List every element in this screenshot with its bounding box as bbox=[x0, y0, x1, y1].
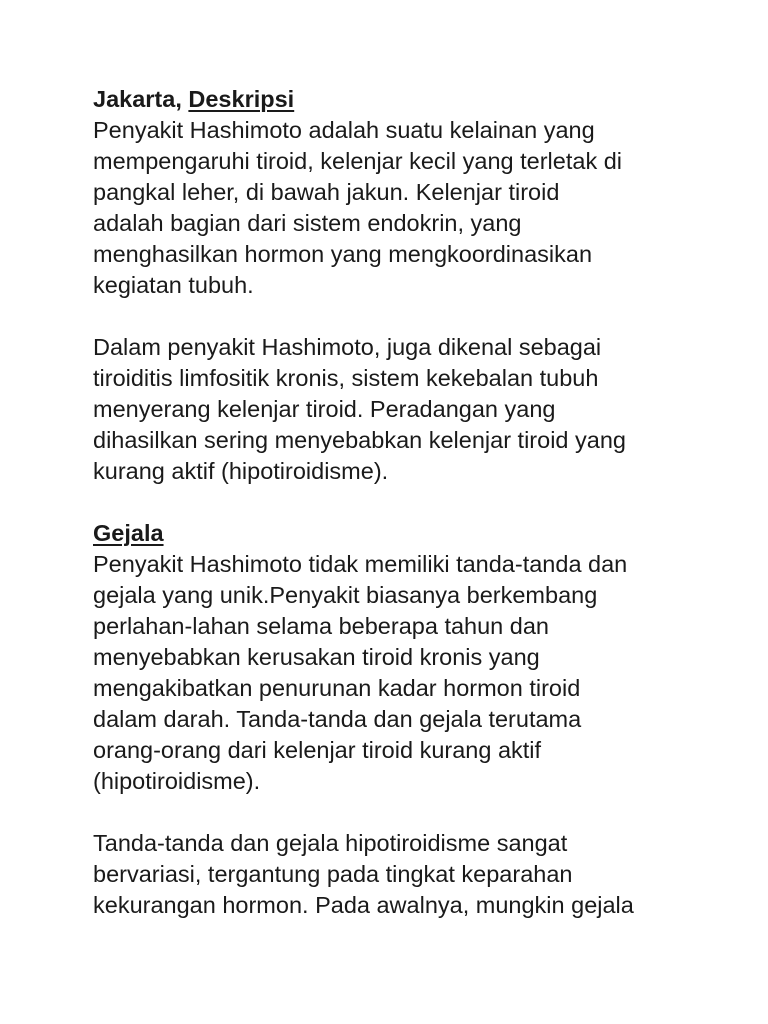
paragraph-spacer bbox=[93, 797, 693, 828]
paragraph-line: bervariasi, tergantung pada tingkat keparahan bbox=[93, 861, 573, 887]
paragraph-line: Tanda-tanda dan gejala hipotiroidisme sangat bbox=[93, 830, 568, 856]
paragraph-symptoms bbox=[93, 549, 693, 797]
paragraph-line: gejala yang unik.Penyakit biasanya berkembang bbox=[93, 582, 598, 608]
paragraph-hypothyroidism-variation bbox=[93, 828, 693, 921]
heading-gejala: Gejala bbox=[93, 520, 164, 546]
paragraph-line: Dalam penyakit Hashimoto, juga dikenal sebagai bbox=[93, 334, 602, 360]
paragraph-line: menyerang kelenjar tiroid. Peradangan yang bbox=[93, 396, 556, 422]
heading-deskripsi-title: Deskripsi bbox=[188, 86, 295, 112]
paragraph-line: mempengaruhi tiroid, kelenjar kecil yang terletak di bbox=[93, 148, 623, 174]
document-page bbox=[93, 84, 693, 921]
heading-city: Jakarta, bbox=[93, 86, 189, 112]
paragraph-line: pangkal leher, di bawah jakun. Kelenjar tiroid bbox=[93, 179, 560, 205]
paragraph-line: kurang aktif (hipotiroidisme). bbox=[93, 458, 389, 484]
paragraph-line: tiroiditis limfositik kronis, sistem kekebalan tubuh bbox=[93, 365, 599, 391]
heading-deskripsi bbox=[93, 84, 693, 115]
paragraph-line: mengakibatkan penurunan kadar hormon tiroid bbox=[93, 675, 581, 701]
paragraph-line: adalah bagian dari sistem endokrin, yang bbox=[93, 210, 522, 236]
paragraph-line: dalam darah. Tanda-tanda dan gejala terutama bbox=[93, 706, 582, 732]
paragraph-line: Penyakit Hashimoto adalah suatu kelainan yang bbox=[93, 117, 595, 143]
paragraph-line: perlahan-lahan selama beberapa tahun dan bbox=[93, 613, 549, 639]
paragraph-line: menghasilkan hormon yang mengkoordinasikan bbox=[93, 241, 593, 267]
paragraph-line: menyebabkan kerusakan tiroid kronis yang bbox=[93, 644, 540, 670]
paragraph-line: dihasilkan sering menyebabkan kelenjar tiroid yang bbox=[93, 427, 626, 453]
paragraph-spacer bbox=[93, 301, 693, 332]
paragraph-line: orang-orang dari kelenjar tiroid kurang aktif bbox=[93, 737, 542, 763]
paragraph-line: Penyakit Hashimoto tidak memiliki tanda-tanda dan bbox=[93, 551, 628, 577]
paragraph-line: kegiatan tubuh. bbox=[93, 272, 254, 298]
paragraph-line: (hipotiroidisme). bbox=[93, 768, 261, 794]
paragraph-spacer bbox=[93, 487, 693, 518]
paragraph-thyroiditis bbox=[93, 332, 693, 487]
paragraph-line: kekurangan hormon. Pada awalnya, mungkin gejala bbox=[93, 892, 634, 918]
paragraph-definition bbox=[93, 115, 693, 301]
